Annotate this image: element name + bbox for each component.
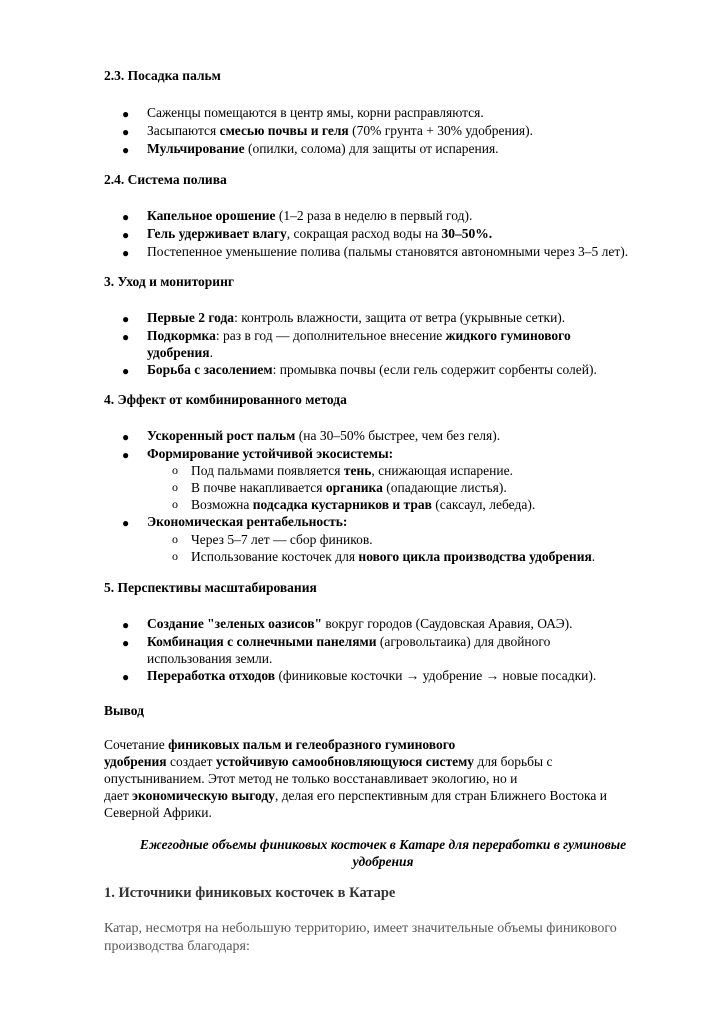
list-item: Первые 2 года: контроль влажности, защита от ветра (укрывные сетки). [147, 310, 566, 325]
circle-bullet-icon: o [172, 549, 178, 563]
list-item: Капельное орошение (1–2 раза в неделю в первый год). [147, 208, 473, 223]
paragraph-line: Сочетание финиковых пальм и гелеобразного гуминового [104, 737, 456, 752]
paragraph-line: Катар, несмотря на небольшую территорию, имеет значительные объемы финикового [104, 921, 617, 936]
bullet-icon: ● [122, 228, 130, 242]
bullet-icon: ● [122, 516, 130, 530]
list-item: Экономическая рентабельность: [147, 514, 348, 529]
bullet-icon: ● [122, 448, 130, 462]
bullet-icon: ● [122, 430, 130, 444]
sub-list-item: Использование косточек для нового цикла производства удобрения. [191, 549, 596, 564]
bullet-icon: ● [122, 618, 130, 632]
bullet-icon: ● [122, 364, 130, 378]
heading-2-3: 2.3. Посадка пальм [104, 68, 221, 83]
paragraph-line: опустыниванием. Этот метод не только восстанавливает экологию, но и [104, 771, 518, 786]
list-item: Ускоренный рост пальм (на 30–50% быстрее, чем без геля). [147, 428, 501, 443]
bullet-icon: ● [122, 330, 130, 344]
bullet-icon: ● [122, 670, 130, 684]
list-item: Засыпаются смесью почвы и геля (70% грунта + 30% удобрения). [147, 123, 534, 138]
bullet-icon: ● [122, 636, 130, 650]
list-item: Саженцы помещаются в центр ямы, корни расправляются. [147, 105, 484, 120]
circle-bullet-icon: o [172, 480, 178, 494]
list-item-cont: использования земли. [147, 651, 273, 666]
paragraph-line: производства благодаря: [104, 939, 250, 954]
bullet-icon: ● [122, 107, 130, 121]
bullet-icon: ● [122, 143, 130, 157]
list-item: Создание "зеленых оазисов" вокруг городов (Саудовская Аравия, ОАЭ). [147, 616, 573, 631]
paragraph-line: Северной Африки. [104, 805, 212, 820]
circle-bullet-icon: o [172, 497, 178, 511]
sub-list-item: Под пальмами появляется тень, снижающая испарение. [191, 463, 513, 478]
bullet-icon: ● [122, 125, 130, 139]
list-item: Гель удерживает влагу, сокращая расход воды на 30–50%. [147, 226, 493, 241]
paragraph-line: удобрения создает устойчивую самообновляющуюся систему для борьбы с [104, 754, 553, 769]
sub-list-item: Возможна подсадка кустарников и трав (саксаул, лебеда). [191, 497, 536, 512]
sub-list-item: Через 5–7 лет — сбор фиников. [191, 532, 373, 547]
list-item: Формирование устойчивой экосистемы: [147, 446, 394, 461]
sub-list-item: В почве накапливается органика (опадающие листья). [191, 480, 507, 495]
circle-bullet-icon: o [172, 463, 178, 477]
list-item: Борьба с засолением: промывка почвы (если гель содержит сорбенты солей). [147, 362, 597, 377]
heading-4: 4. Эффект от комбинированного метода [104, 392, 347, 407]
section-title: Ежегодные объемы финиковых косточек в Катаре для переработки в гуминовые удобрения [139, 837, 627, 869]
bullet-icon: ● [122, 210, 130, 224]
heading-2-4: 2.4. Система полива [104, 172, 227, 187]
list-item-cont: удобрения. [147, 345, 213, 360]
heading-3: 3. Уход и мониторинг [104, 274, 234, 289]
list-item: Комбинация с солнечными панелями (агровольтаика) для двойного [147, 634, 551, 649]
bullet-icon: ● [122, 312, 130, 326]
list-item: Подкормка: раз в год — дополнительное внесение жидкого гуминового [147, 328, 571, 343]
list-item: Постепенное уменьшение полива (пальмы становятся автономными через 3–5 лет). [147, 244, 629, 259]
heading-sources: 1. Источники финиковых косточек в Катаре [104, 885, 396, 901]
bullet-icon: ● [122, 246, 130, 260]
list-item: Переработка отходов (финиковые косточки → удобрение → новые посадки). [147, 668, 597, 683]
heading-conclusion: Вывод [104, 703, 144, 718]
paragraph-line: дает экономическую выгоду, делая его перспективным для стран Ближнего Востока и [104, 788, 607, 803]
heading-5: 5. Перспективы масштабирования [104, 580, 317, 595]
list-item: Мульчирование (опилки, солома) для защиты от испарения. [147, 141, 499, 156]
circle-bullet-icon: o [172, 532, 178, 546]
